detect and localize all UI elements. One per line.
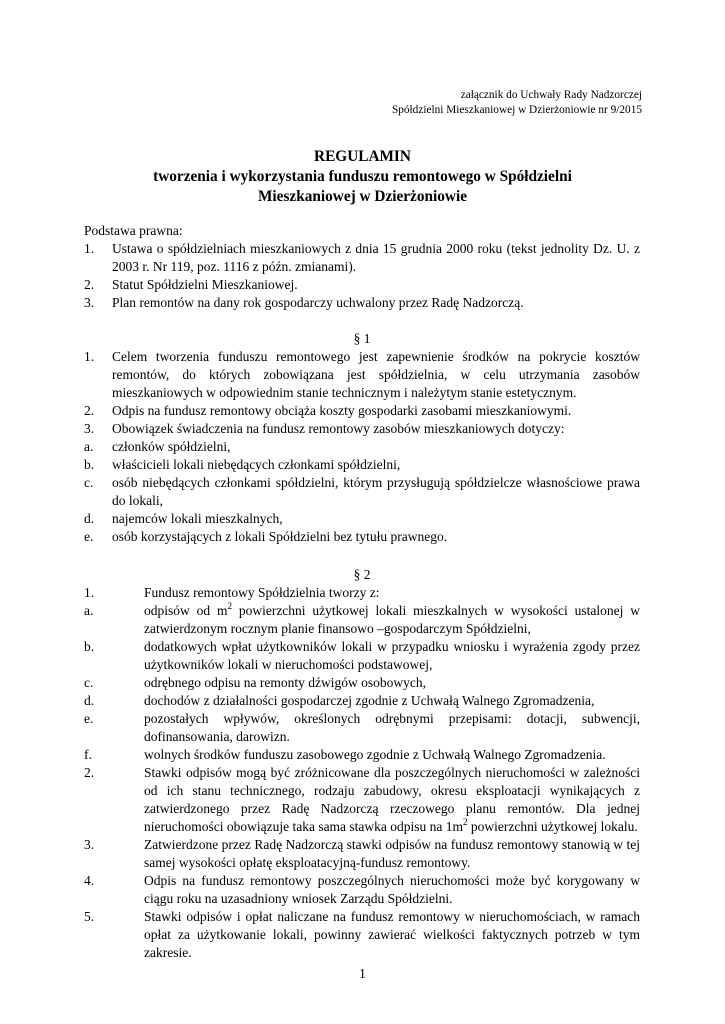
item-text: Celem tworzenia funduszu remontowego jest zapewnienie środków na pokrycie kosztów remontów, do których zobowiązana jest spółdzielnia, w celu utrzymania zasobów mieszkaniowych w odpowiednim stanie technicznym i należytym stanie estetycznym. — [112, 349, 640, 400]
item-text: właścicieli lokali niebędących członkami spółdzielni, — [112, 457, 401, 472]
item-text: Zatwierdzone przez Radę Nadzorczą stawki odpisów na fundusz remontowy stanowią w tej samej wysokości opłatę eksploatacyjną-fundusz remontowy. — [144, 837, 640, 870]
item-number: 3. — [84, 421, 95, 436]
section-2-item — [84, 674, 640, 692]
legal-basis-item — [84, 240, 640, 276]
item-letter: d. — [84, 693, 95, 708]
item-text: Statut Spółdzielni Mieszkaniowej. — [112, 277, 298, 292]
item-number: 1. — [84, 349, 95, 364]
item-number: 1. — [84, 585, 95, 600]
section-1-item — [84, 438, 640, 456]
item-text: Odpis na fundusz remontowy poszczególnych nieruchomości może być korygowany w ciągu roku na uzasadniony wniosek Zarządu Spółdzielni. — [144, 873, 640, 906]
item-text: Fundusz remontowy Spółdzielnia tworzy z: — [144, 585, 380, 600]
section-2-item — [84, 602, 640, 638]
document-title — [0, 147, 725, 207]
section-2-item — [84, 638, 640, 674]
item-letter: e. — [84, 529, 94, 544]
section-1-heading: § 1 — [353, 331, 371, 346]
item-letter: c. — [84, 675, 94, 690]
section-1-item — [84, 456, 640, 474]
item-text: osób korzystających z lokali Spółdzielni bez tytułu prawnego. — [112, 529, 448, 544]
title-line-1: REGULAMIN — [314, 148, 411, 165]
item-letter: b. — [84, 639, 95, 654]
item-text-part: powierzchni użytkowej lokali mieszkalnych w wysokości ustalonej w zatwierdzonym rocznym planie finansowo –gospodarczym Spółdzielni, — [144, 603, 640, 636]
item-number: 2. — [84, 277, 95, 292]
title-line-2: tworzenia i wykorzystania funduszu remontowego w Spółdzielni — [153, 168, 572, 185]
item-letter: d. — [84, 511, 95, 526]
item-text: Plan remontów na dany rok gospodarczy uchwalony przez Radę Nadzorczą. — [112, 295, 524, 310]
item-text: odrębnego odpisu na remonty dźwigów osobowych, — [144, 675, 426, 690]
item-text: Ustawa o spółdzielniach mieszkaniowych z dnia 15 grudnia 2000 roku (tekst jednolity Dz. U. z 2003 r. Nr 119, poz. 1116 z późn. zmianami). — [112, 241, 640, 274]
item-letter: e. — [84, 711, 94, 726]
item-text-part: powierzchni użytkowej lokalu. — [467, 819, 638, 834]
item-number: 2. — [84, 765, 95, 780]
item-letter: f. — [84, 747, 92, 762]
legal-basis-item — [84, 294, 640, 312]
section-2-heading: § 2 — [353, 567, 371, 582]
section-2-item — [84, 908, 640, 962]
section-2-item — [84, 746, 640, 764]
header-line-2: Spółdzielni Mieszkaniowej w Dzierżoniowie nr 9/2015 — [391, 103, 642, 116]
superscript-2: 2 — [227, 600, 232, 611]
superscript-2: 2 — [463, 816, 468, 827]
section-2-item — [84, 584, 640, 602]
item-text: dochodów z działalności gospodarczej zgodnie z Uchwałą Walnego Zgromadzenia, — [144, 693, 595, 708]
page-number: 1 — [359, 966, 366, 981]
section-2-item — [84, 764, 640, 836]
header-line-1: załącznik do Uchwały Rady Nadzorczej — [460, 89, 642, 101]
section-2-item — [84, 692, 640, 710]
section-1-item — [84, 474, 640, 510]
item-letter: a. — [84, 439, 94, 454]
item-text: osób niebędących członkami spółdzielni, którym przysługują spółdzielcze własnościowe prawa do lokali, — [112, 475, 640, 508]
item-text: Odpis na fundusz remontowy obciąża koszty gospodarki zasobami mieszkaniowymi. — [112, 403, 572, 418]
item-letter: c. — [84, 475, 94, 490]
document-body — [84, 222, 640, 962]
item-number: 5. — [84, 909, 95, 924]
item-text: pozostałych wpływów, określonych odrębnymi przepisami: dotacji, subwencji, dofinansowania, darowizn. — [144, 711, 640, 744]
legal-basis-heading: Podstawa prawna: — [84, 223, 183, 238]
item-number: 3. — [84, 295, 95, 310]
item-number: 4. — [84, 873, 95, 888]
item-text: wolnych środków funduszu zasobowego zgodnie z Uchwałą Walnego Zgromadzenia. — [144, 747, 606, 762]
section-1-item — [84, 420, 640, 438]
item-text-part: Stawki odpisów mogą być zróżnicowane dla poszczególnych nieruchomości w zależności od ich stanu technicznego, rodzaju zabudowy, okresu eksploatacji wynikających z zatwierdzonego przez Radę Nadzorczą rzeczowego planu remontów. Dla jednej nieruchomości obowiązuje taka sama stawka odpisu na 1m — [144, 765, 640, 834]
section-2-item — [84, 872, 640, 908]
item-text: członków spółdzielni, — [112, 439, 231, 454]
title-line-3: Mieszkaniowej w Dzierżoniowie — [257, 188, 467, 205]
item-text: Obowiązek świadczenia na fundusz remontowy zasobów mieszkaniowych dotyczy: — [112, 421, 565, 436]
item-number: 3. — [84, 837, 95, 852]
section-2-item — [84, 710, 640, 746]
section-1-item — [84, 510, 640, 528]
item-number: 2. — [84, 403, 95, 418]
section-1-item — [84, 528, 640, 546]
item-text: dodatkowych wpłat użytkowników lokali w przypadku wniosku i wyrażenia zgody przez użytkowników lokali w nieruchomości podstawowej, — [144, 639, 640, 672]
item-number: 1. — [84, 241, 95, 256]
section-2-item — [84, 836, 640, 872]
attachment-header — [392, 88, 642, 118]
legal-basis-item — [84, 276, 640, 294]
item-letter: a. — [84, 603, 94, 618]
item-letter: b. — [84, 457, 95, 472]
section-1-item — [84, 348, 640, 402]
item-text: Stawki odpisów i opłat naliczane na fundusz remontowy w nieruchomościach, w ramach opłat za użytkowanie lokali, powinny zawierać wielkości faktycznych potrzeb w tym zakresie. — [144, 909, 640, 960]
section-1-item — [84, 402, 640, 420]
item-text-part: odpisów od m — [144, 603, 228, 618]
item-text: najemców lokali mieszkalnych, — [112, 511, 283, 526]
